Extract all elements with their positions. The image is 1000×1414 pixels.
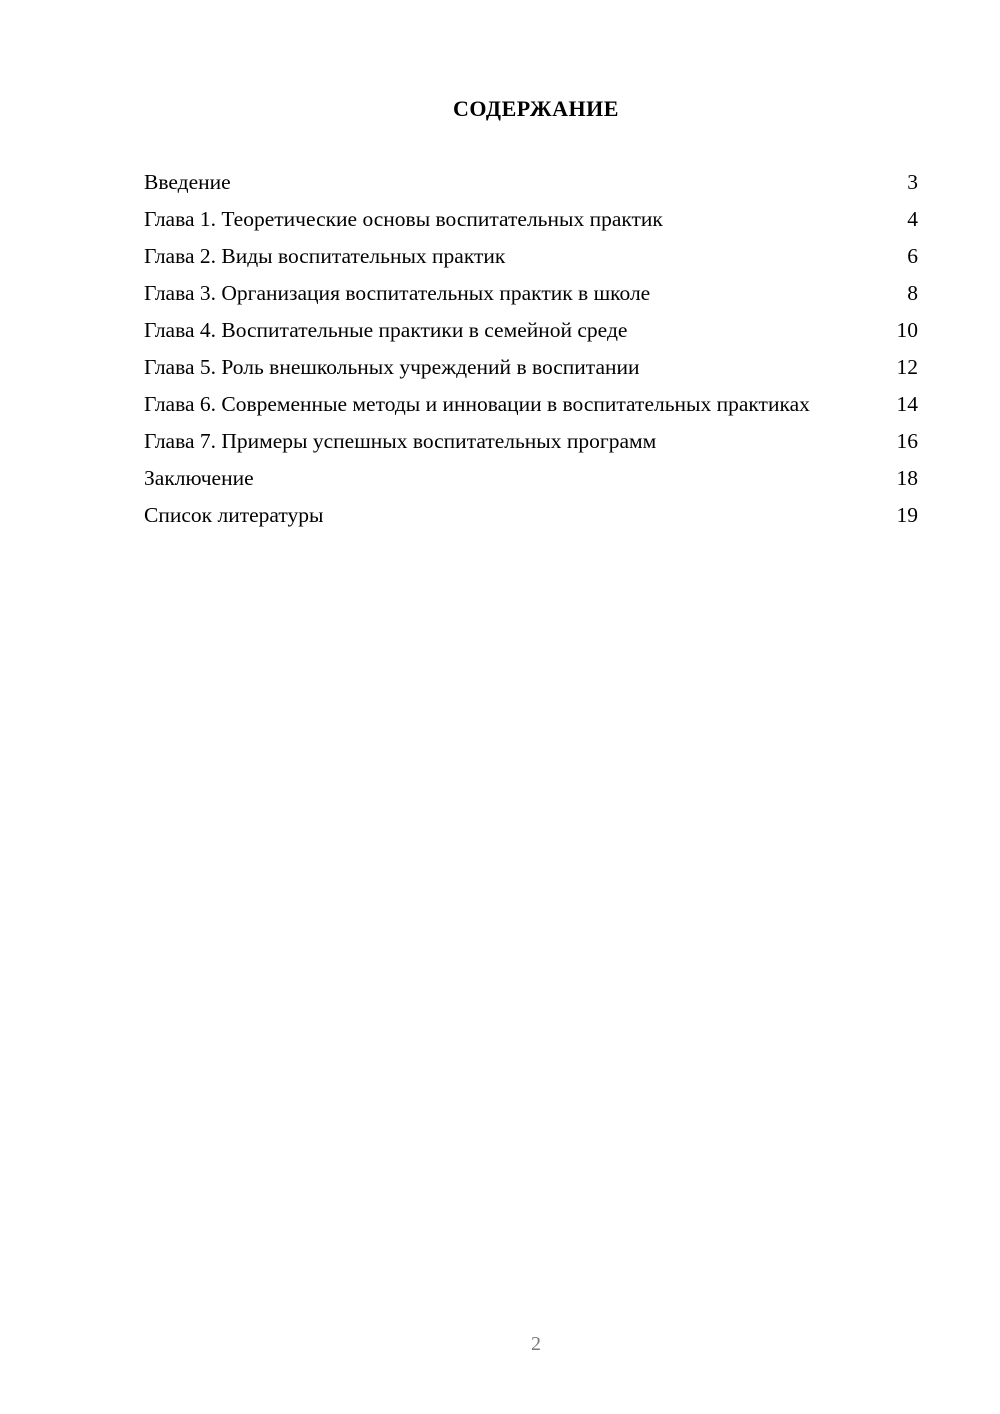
toc-entry-label: Глава 3. Организация воспитательных практик в школе [144,281,651,305]
toc-entry [144,465,918,491]
toc-entry [144,206,918,232]
toc-entry [144,502,918,528]
toc-entry-page: 16 [896,429,918,453]
toc-entry-label: Глава 1. Теоретические основы воспитательных практик [144,207,663,231]
toc-entry-label: Глава 6. Современные методы и инновации в воспитательных практиках [144,392,810,416]
toc-entry-label: Список литературы [144,503,324,527]
toc-entry-page: 14 [896,392,918,416]
toc-entry-page: 6 [907,244,918,268]
toc-entry-page: 8 [907,281,918,305]
toc-entry-page: 19 [896,503,918,527]
toc-entry-page: 12 [896,355,918,379]
toc-entry [144,354,918,380]
toc-entry-page: 18 [896,466,918,490]
toc-entry [144,391,918,417]
toc-entry [144,428,918,454]
toc-entry-label: Заключение [144,466,254,490]
toc-entry [144,243,918,269]
toc-entry-page: 10 [896,318,918,342]
toc-entry-page: 3 [907,170,918,194]
toc-entry-label: Глава 2. Виды воспитательных практик [144,244,506,268]
table-of-contents [144,169,918,539]
toc-entry [144,280,918,306]
page-title: СОДЕРЖАНИЕ [453,96,619,121]
toc-entry [144,317,918,343]
toc-entry [144,169,918,195]
toc-entry-label: Глава 7. Примеры успешных воспитательных программ [144,429,657,453]
toc-entry-label: Глава 5. Роль внешкольных учреждений в воспитании [144,355,640,379]
toc-entry-page: 4 [907,207,918,231]
toc-entry-label: Глава 4. Воспитательные практики в семейной среде [144,318,628,342]
page-number: 2 [531,1333,541,1355]
toc-entry-label: Введение [144,170,231,194]
